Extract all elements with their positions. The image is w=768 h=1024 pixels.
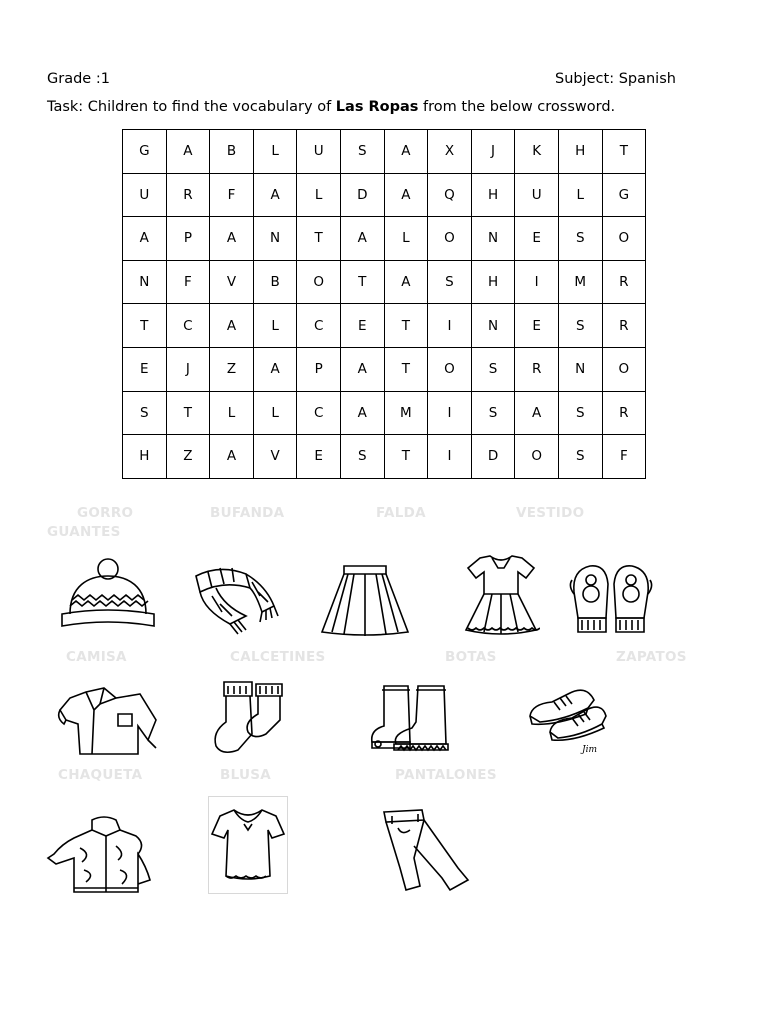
- grid-cell: E: [515, 217, 559, 261]
- grid-cell: G: [123, 130, 167, 174]
- grid-cell: S: [558, 391, 602, 435]
- grid-cell: E: [340, 304, 384, 348]
- task-prefix: Task: Children to find the vocabulary of: [47, 99, 336, 115]
- grid-row: [123, 304, 646, 348]
- grid-cell: C: [297, 304, 341, 348]
- mittens-illustration: [568, 556, 654, 636]
- task-suffix: from the below crossword.: [418, 99, 616, 115]
- grid-cell: A: [123, 217, 167, 261]
- scarf-illustration: [190, 562, 282, 638]
- grid-cell: R: [166, 173, 210, 217]
- grid-cell: O: [602, 347, 646, 391]
- grid-cell: O: [602, 217, 646, 261]
- word-zapatos: ZAPATOS: [616, 649, 687, 665]
- grid-cell: F: [210, 173, 254, 217]
- grid-cell: T: [384, 347, 428, 391]
- grid-cell: T: [602, 130, 646, 174]
- grid-cell: Z: [210, 347, 254, 391]
- grid-cell: F: [166, 260, 210, 304]
- beanie-hat-illustration: [58, 556, 158, 634]
- grid-cell: E: [123, 347, 167, 391]
- grid-cell: L: [253, 304, 297, 348]
- grid-cell: Q: [428, 173, 472, 217]
- grid-row: [123, 347, 646, 391]
- grid-cell: A: [166, 130, 210, 174]
- grid-cell: S: [558, 435, 602, 479]
- grid-cell: H: [471, 173, 515, 217]
- grid-cell: A: [210, 304, 254, 348]
- grid-cell: E: [515, 304, 559, 348]
- grid-cell: A: [210, 217, 254, 261]
- word-search-grid: [122, 129, 646, 479]
- grid-cell: N: [471, 217, 515, 261]
- grid-cell: T: [384, 435, 428, 479]
- grid-cell: A: [340, 391, 384, 435]
- grid-cell: B: [210, 130, 254, 174]
- grid-cell: A: [384, 130, 428, 174]
- grid-cell: M: [384, 391, 428, 435]
- grid-cell: N: [123, 260, 167, 304]
- grid-row: [123, 391, 646, 435]
- grid-cell: I: [428, 391, 472, 435]
- task-topic: Las Ropas: [335, 99, 419, 115]
- grid-cell: D: [471, 435, 515, 479]
- grid-cell: S: [471, 347, 515, 391]
- grid-cell: J: [471, 130, 515, 174]
- subject-label: Subject: Spanish: [555, 71, 676, 87]
- grid-cell: T: [384, 304, 428, 348]
- grid-cell: A: [253, 173, 297, 217]
- word-vestido: VESTIDO: [516, 505, 585, 521]
- skirt-illustration: [318, 562, 412, 638]
- word-blusa: BLUSA: [220, 767, 272, 783]
- word-chaqueta: CHAQUETA: [58, 767, 143, 783]
- grid-cell: N: [471, 304, 515, 348]
- grid-cell: S: [340, 435, 384, 479]
- grid-row: [123, 130, 646, 174]
- grid-cell: T: [123, 304, 167, 348]
- grid-cell: R: [602, 260, 646, 304]
- grid-cell: S: [428, 260, 472, 304]
- grid-cell: R: [602, 391, 646, 435]
- grid-cell: U: [515, 173, 559, 217]
- grid-cell: D: [340, 173, 384, 217]
- grid-row: [123, 217, 646, 261]
- grid-cell: J: [166, 347, 210, 391]
- grid-cell: E: [297, 435, 341, 479]
- grid-cell: I: [515, 260, 559, 304]
- grid-cell: V: [210, 260, 254, 304]
- grid-cell: R: [602, 304, 646, 348]
- word-botas: BOTAS: [445, 649, 497, 665]
- word-camisa: CAMISA: [66, 649, 127, 665]
- word-pantalones: PANTALONES: [395, 767, 497, 783]
- word-gorro: GORRO: [77, 505, 134, 521]
- grid-cell: N: [558, 347, 602, 391]
- grid-cell: A: [210, 435, 254, 479]
- grid-cell: O: [428, 217, 472, 261]
- pants-illustration: [378, 806, 472, 894]
- grid-cell: U: [123, 173, 167, 217]
- grid-cell: L: [253, 391, 297, 435]
- grid-cell: S: [558, 304, 602, 348]
- grid-cell: X: [428, 130, 472, 174]
- grid-cell: U: [297, 130, 341, 174]
- grid-cell: K: [515, 130, 559, 174]
- task-instruction: [47, 99, 615, 115]
- grid-cell: C: [166, 304, 210, 348]
- grid-cell: O: [428, 347, 472, 391]
- grid-cell: S: [471, 391, 515, 435]
- grid-cell: A: [384, 173, 428, 217]
- grid-row: [123, 260, 646, 304]
- jacket-illustration: [46, 814, 156, 896]
- grid-cell: L: [297, 173, 341, 217]
- grid-cell: B: [253, 260, 297, 304]
- grid-cell: L: [384, 217, 428, 261]
- grid-cell: P: [166, 217, 210, 261]
- word-falda: FALDA: [376, 505, 426, 521]
- grid-cell: O: [297, 260, 341, 304]
- grid-cell: H: [471, 260, 515, 304]
- shoes-illustration: [524, 676, 608, 756]
- grid-cell: S: [123, 391, 167, 435]
- grid-cell: F: [602, 435, 646, 479]
- grid-cell: V: [253, 435, 297, 479]
- grid-cell: L: [210, 391, 254, 435]
- boots-illustration: [368, 682, 456, 754]
- grid-row: [123, 435, 646, 479]
- dress-illustration: [462, 550, 540, 638]
- grid-cell: R: [515, 347, 559, 391]
- shirt-illustration: [56, 684, 164, 758]
- grid-cell: S: [340, 130, 384, 174]
- grid-cell: G: [602, 173, 646, 217]
- grid-cell: I: [428, 435, 472, 479]
- artist-signature: Jim: [582, 745, 598, 755]
- word-guantes: GUANTES: [47, 524, 121, 540]
- grid-cell: A: [340, 347, 384, 391]
- grid-cell: T: [340, 260, 384, 304]
- blouse-illustration: [208, 796, 288, 894]
- grid-cell: T: [166, 391, 210, 435]
- grid-cell: O: [515, 435, 559, 479]
- grid-cell: A: [340, 217, 384, 261]
- grid-row: [123, 173, 646, 217]
- grid-cell: A: [515, 391, 559, 435]
- grid-cell: N: [253, 217, 297, 261]
- grid-cell: P: [297, 347, 341, 391]
- grade-label: Grade :1: [47, 71, 110, 87]
- grid-cell: L: [253, 130, 297, 174]
- grid-cell: Z: [166, 435, 210, 479]
- grid-cell: T: [297, 217, 341, 261]
- grid-cell: C: [297, 391, 341, 435]
- grid-cell: S: [558, 217, 602, 261]
- grid-cell: L: [558, 173, 602, 217]
- grid-cell: I: [428, 304, 472, 348]
- grid-cell: M: [558, 260, 602, 304]
- grid-cell: H: [558, 130, 602, 174]
- grid-cell: H: [123, 435, 167, 479]
- socks-illustration: [210, 678, 286, 758]
- grid-cell: A: [384, 260, 428, 304]
- word-bufanda: BUFANDA: [210, 505, 285, 521]
- word-calcetines: CALCETINES: [230, 649, 326, 665]
- grid-cell: A: [253, 347, 297, 391]
